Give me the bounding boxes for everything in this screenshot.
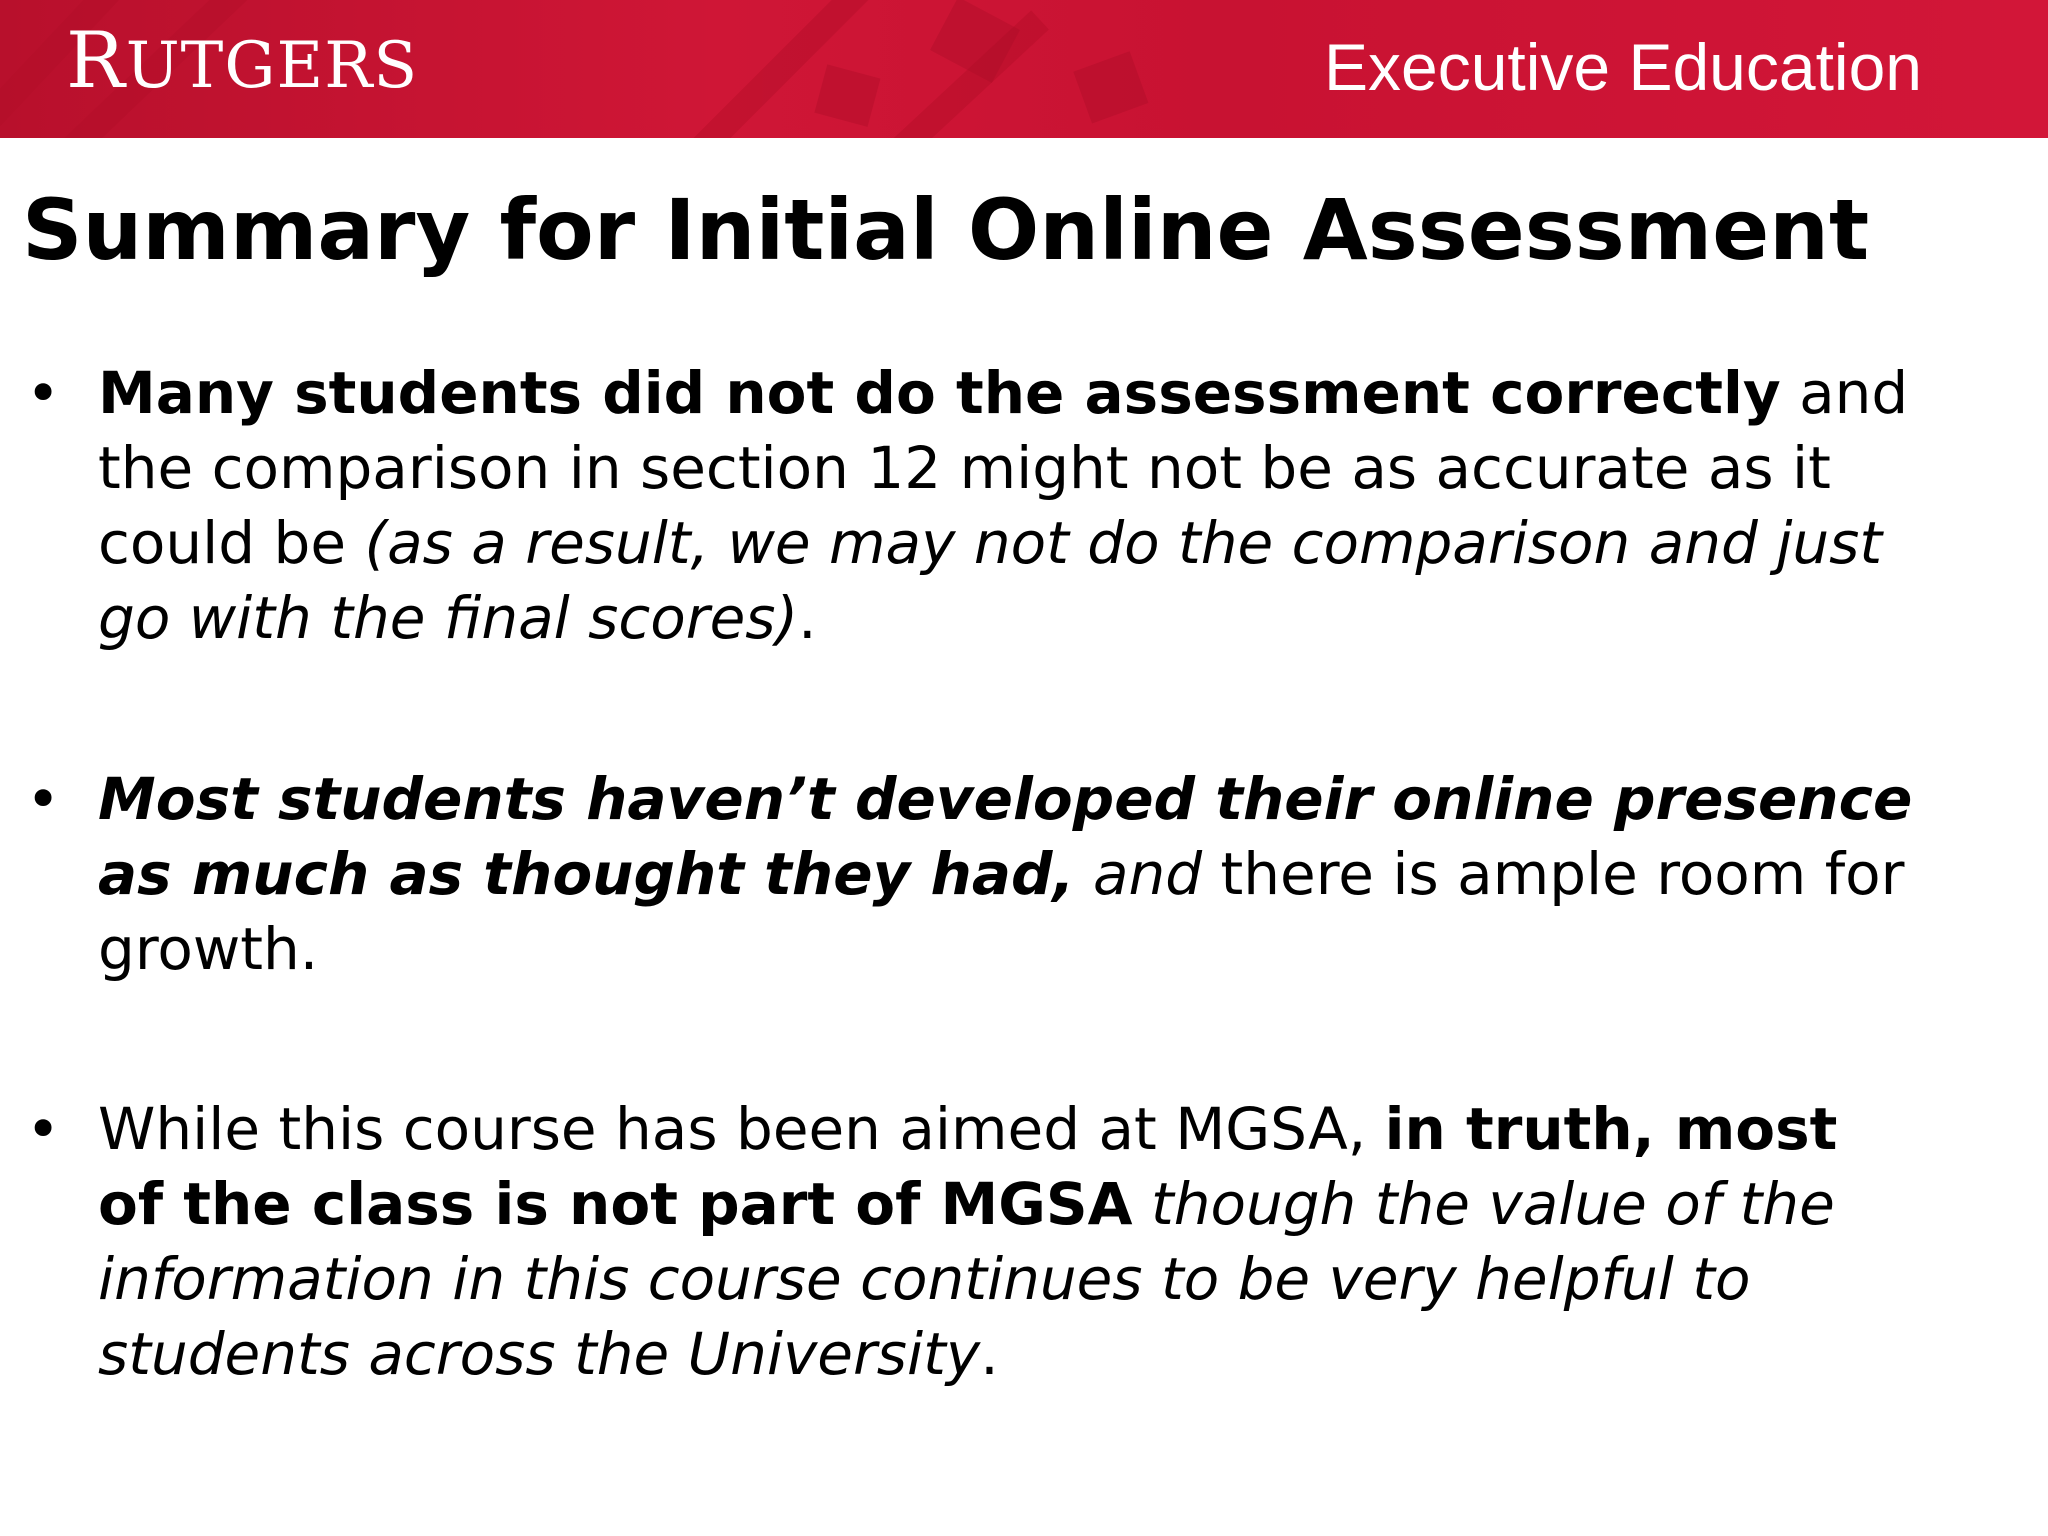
slide-title: Summary for Initial Online Assessment bbox=[22, 181, 1870, 279]
bullet-text-segment: . bbox=[798, 584, 817, 652]
logo-cap-letter: R bbox=[66, 16, 126, 106]
bullet-text-segment: (as a result, we may not do the comparison and just bbox=[364, 509, 1883, 577]
bullet-text-segment: Many students did not do the assessment correctly bbox=[98, 359, 1781, 427]
bullet-text-segment: as much as thought they had, bbox=[98, 840, 1075, 908]
bullet-line bbox=[98, 1092, 2038, 1167]
header-banner bbox=[0, 0, 2048, 138]
bullet-text-segment: in truth, most bbox=[1384, 1095, 1838, 1163]
rutgers-logo bbox=[66, 16, 419, 106]
bullet-text-segment: . bbox=[980, 1320, 999, 1388]
bullet-symbol: • bbox=[26, 765, 61, 833]
bullet-text-segment: could be bbox=[98, 509, 365, 577]
bullet-line bbox=[98, 1317, 2038, 1392]
bullet-text-segment: go with the final scores) bbox=[98, 584, 799, 652]
bullet-text-segment: the comparison in section 12 might not be as accurate as it bbox=[98, 434, 1831, 502]
bullet-text-segment: and bbox=[1074, 840, 1203, 908]
bullet-line bbox=[98, 762, 2038, 837]
bullet-text-segment: and bbox=[1780, 359, 1909, 427]
bullet-text-segment: of the class is not part of MGSA bbox=[98, 1170, 1133, 1238]
bullet-text-segment: students across the University bbox=[98, 1320, 981, 1388]
bullet-text-segment: growth. bbox=[98, 915, 319, 983]
bullet-item bbox=[26, 762, 2038, 987]
bullet-line bbox=[98, 356, 2038, 431]
bullet-text-segment: While this course has been aimed at MGSA, bbox=[98, 1095, 1385, 1163]
bullet-line bbox=[98, 837, 2038, 912]
bullet-text-segment: Most students haven’t developed their online presence bbox=[98, 765, 1913, 833]
bullet-text-segment: there is ample room for bbox=[1202, 840, 1905, 908]
bullet-text-segment: though the value of the bbox=[1132, 1170, 1835, 1238]
bullet-line bbox=[98, 506, 2038, 581]
header-section-label: Executive Education bbox=[1323, 30, 1922, 104]
bullet-line bbox=[98, 1167, 2038, 1242]
bullet-symbol: • bbox=[26, 359, 61, 427]
bullet-symbol: • bbox=[26, 1095, 61, 1163]
bullet-line bbox=[98, 912, 2038, 987]
logo-rest-letters: UTGERS bbox=[125, 29, 419, 103]
bullet-item bbox=[26, 1092, 2038, 1392]
bullet-line bbox=[98, 431, 2038, 506]
bullet-line bbox=[98, 581, 2038, 656]
bullet-line bbox=[98, 1242, 2038, 1317]
bullet-text-segment: information in this course continues to be very helpful to bbox=[98, 1245, 1751, 1313]
bullet-item bbox=[26, 356, 2038, 656]
